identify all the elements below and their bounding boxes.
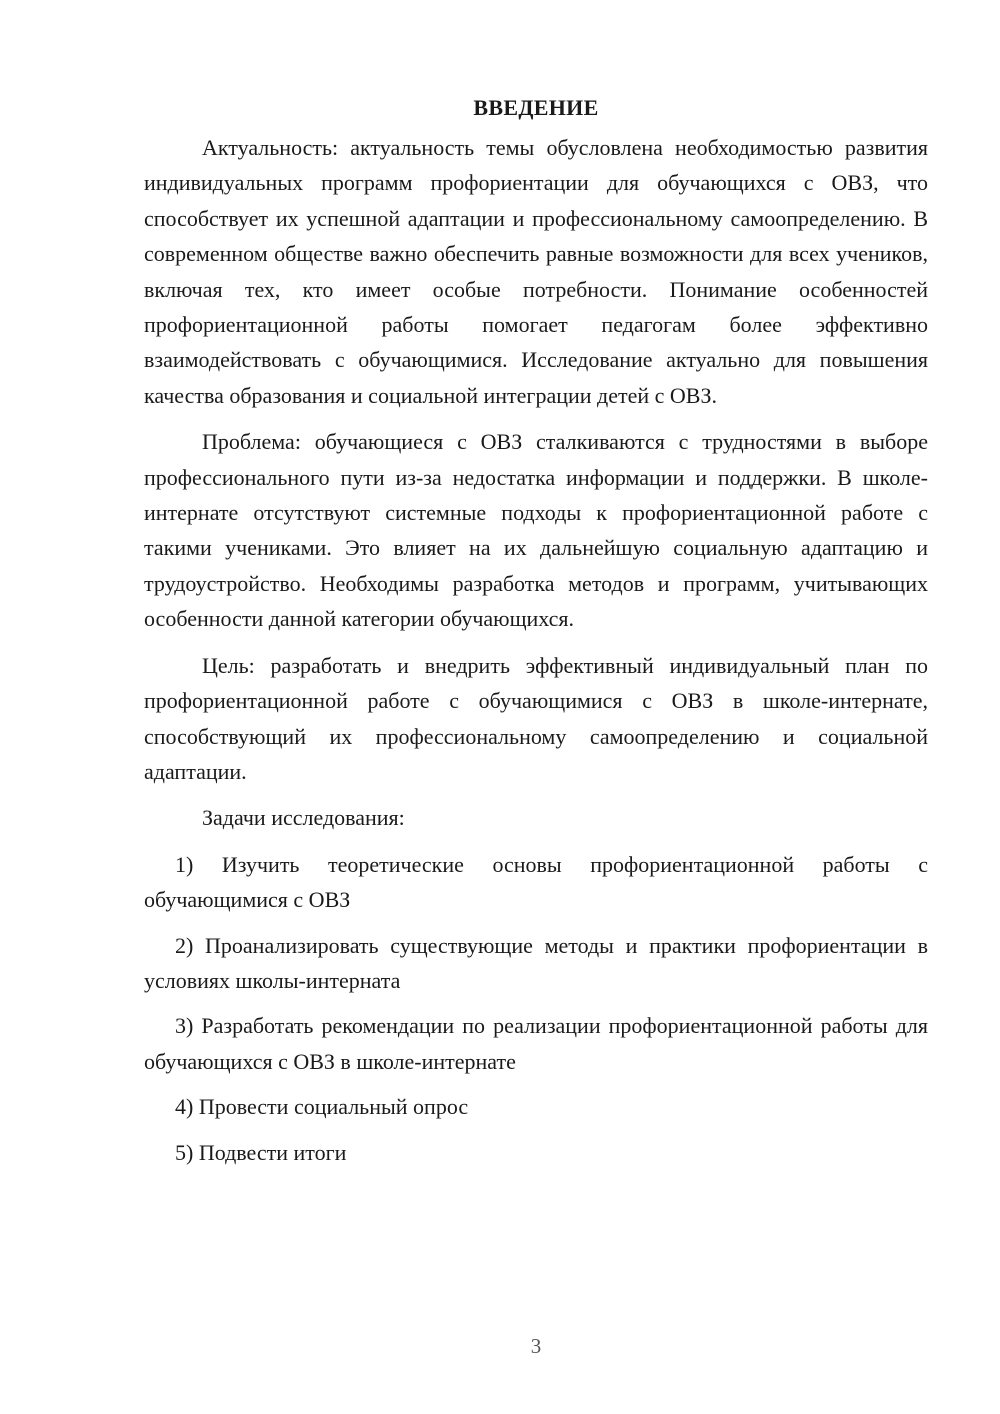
relevance-paragraph: Актуальность: актуальность темы обусловлена необходимостью развития индивидуальных программ профориентации для обучающихся с ОВЗ, что способствует их успешной адаптации и профессиональному самоопределению. В современном обществе важно обеспечить равные возможности для всех учеников, включая тех, кто имеет особые потребности. Понимание особенностей профориентационной работы помогает педагогам более эффективно взаимодействовать с обучающимися. Исследование актуально для повышения качества образования и социальной интеграции детей с ОВЗ. [144, 135, 928, 408]
goal-paragraph: Цель: разработать и внедрить эффективный индивидуальный план по профориентационной работе с обучающимися с ОВЗ в школе-интернате, способствующий их профессиональному самоопределению и социальной адаптации. [144, 652, 928, 784]
section-heading: ВВЕДЕНИЕ [473, 95, 599, 120]
task-item-5: 5) Подвести итоги [175, 1139, 347, 1165]
task-item-3: 3) Разработать рекомендации по реализации профориентационной работы для обучающихся с ОВЗ в школе-интернате [144, 1013, 928, 1074]
task-item-2: 2) Проанализировать существующие методы и практики профориентации в условиях школы-интерната [144, 932, 928, 993]
page-content [144, 90, 928, 1180]
tasks-list [144, 847, 928, 1170]
problem-paragraph: Проблема: обучающиеся с ОВЗ сталкиваются с трудностями в выборе профессионального пути из-за недостатка информации и поддержки. В школе-интернате отсутствуют системные подходы к профориентационной работе с такими учениками. Это влияет на их дальнейшую социальную адаптацию и трудоустройство. Необходимы разработка методов и программ, учитывающих особенности данной категории обучающихся. [144, 429, 928, 632]
tasks-heading: Задачи исследования: [202, 805, 405, 831]
task-item-4: 4) Провести социальный опрос [175, 1094, 469, 1120]
task-item-1: 1) Изучить теоретические основы профориентационной работы с обучающимися с ОВЗ [144, 851, 928, 913]
page-number: 3 [530, 1334, 542, 1358]
